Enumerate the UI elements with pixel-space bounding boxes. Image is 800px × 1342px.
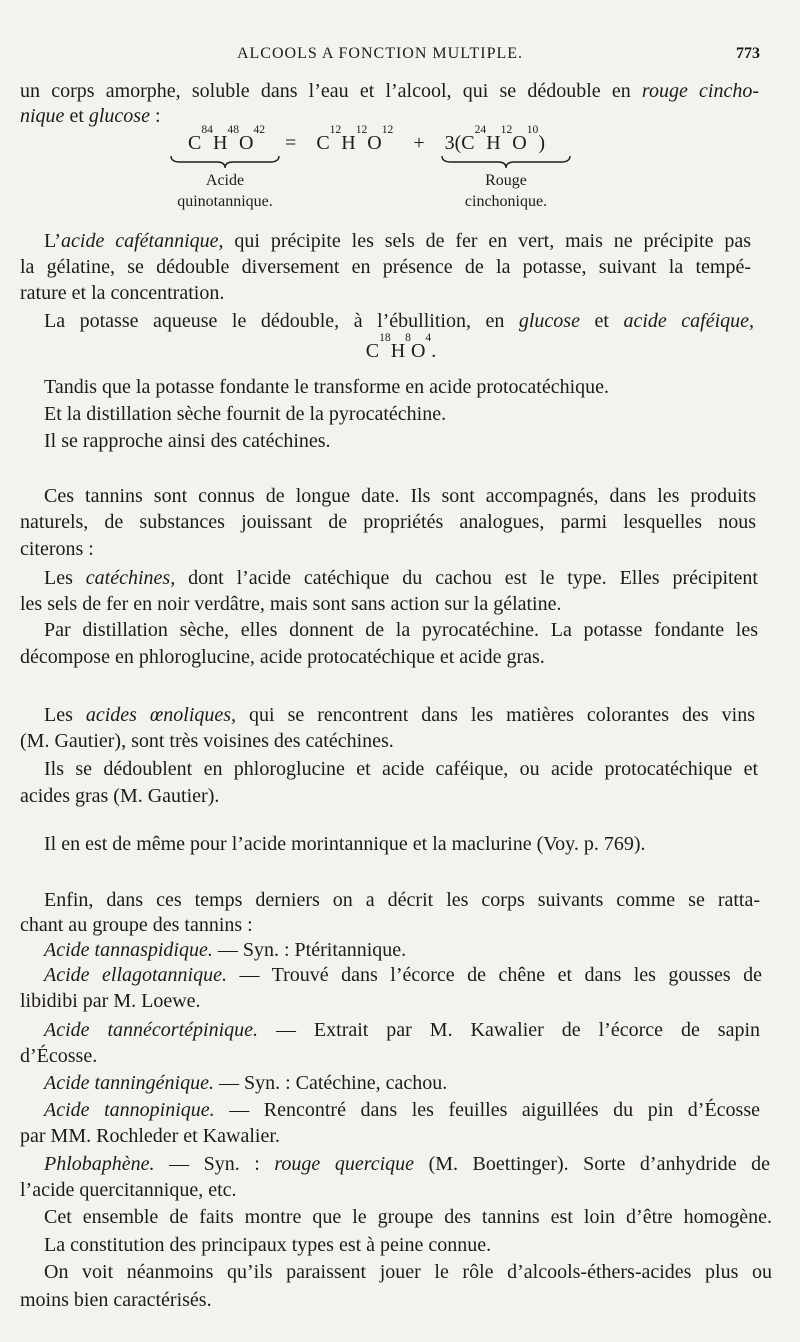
chemical-equation bbox=[188, 123, 545, 155]
page-number: 773 bbox=[736, 45, 760, 62]
tannecortepinique-description: — Extrait par M. Kawalier de l’écorce de sapin bbox=[258, 1019, 761, 1041]
rouge-quercique-term: rouge quercique bbox=[274, 1153, 415, 1175]
tannecortepinique-term: Acide tannécortépinique. bbox=[44, 1019, 259, 1041]
paragraph-8-line-2: chant au groupe des tannins : bbox=[20, 914, 253, 936]
rouge-label: Rouge bbox=[485, 172, 527, 189]
tanningenique-entry bbox=[44, 1071, 447, 1095]
paragraph-1-colon: : bbox=[149, 105, 161, 127]
paragraph-6-line-4: acides gras (M. Gautier). bbox=[20, 785, 220, 807]
acide-cafeique-term: acide caféique, bbox=[623, 310, 755, 332]
paragraph-3-line-5: Il se rapproche ainsi des catéchines. bbox=[44, 430, 331, 452]
tannaspidique-term: Acide tannaspidique. bbox=[44, 939, 213, 961]
tannecortepinique-entry bbox=[44, 1018, 760, 1066]
tannopinique-description: — Rencontré dans les feuilles aiguillées du pin d’Écosse bbox=[214, 1099, 761, 1121]
running-header bbox=[0, 42, 800, 66]
paragraph-3-line-4: Et la distillation sèche fournit de la pyrocatéchine. bbox=[44, 403, 447, 425]
paragraph-2-prefix: L’ bbox=[44, 230, 62, 252]
paragraph-4-line-3: citerons : bbox=[20, 538, 94, 560]
paragraph-9-line-2: La constitution des principaux types est à peine connue. bbox=[44, 1234, 492, 1256]
paragraph-2-line-2: la gélatine, se dédouble diversement en présence de la potasse, suivant la tempé- bbox=[20, 256, 751, 278]
paragraph-5-line-3: Par distillation sèche, elles donnent de la pyrocatéchine. La potasse fondante les bbox=[44, 619, 758, 641]
equation-left-formula: $C^{84}H^{48}O^{42}$ bbox=[188, 123, 266, 154]
paragraph-5-line-2: les sels de fer en noir verdâtre, mais sont sans action sur la gélatine. bbox=[20, 593, 562, 615]
chapter-title: ALCOOLS A FONCTION MULTIPLE. bbox=[236, 45, 524, 62]
phlobaphene-description: (M. Boettinger). Sorte d’anhydride de bbox=[414, 1153, 770, 1175]
paragraph-6-line-2: (M. Gautier), sont très voisines des catéchines. bbox=[20, 730, 394, 752]
glucose-term: glucose bbox=[88, 105, 150, 127]
paragraph-6-line-1-text: qui se rencontrent dans les matières colorantes des vins bbox=[236, 704, 755, 726]
paragraph-8-line-1: Enfin, dans ces temps derniers on a décrit les corps suivants comme se ratta- bbox=[44, 889, 760, 911]
paragraph-6-line-3: Ils se dédoublent en phloroglucine et acide caféique, ou acide protocatéchique et bbox=[44, 758, 758, 780]
right-underbrace bbox=[441, 155, 571, 169]
nique-term: nique bbox=[20, 105, 65, 127]
tannecortepinique-line-2: d’Écosse. bbox=[20, 1045, 98, 1067]
paragraph-4-line-2: naturels, de substances jouissant de propriétés analogues, parmi lesquelles nous bbox=[20, 511, 756, 533]
tanningenique-description: — Syn. : Catéchine, cachou. bbox=[213, 1072, 448, 1094]
quinotannique-label: quinotannique. bbox=[177, 193, 273, 210]
paragraph-2-line-1-text: qui précipite les sels de fer en vert, mais ne précipite pas bbox=[223, 230, 751, 252]
phlobaphene-syn: — Syn. : bbox=[154, 1153, 275, 1175]
paragraph-5-line-1-text: dont l’acide catéchique du cachou est le type. Elles précipitent bbox=[175, 567, 758, 589]
paragraph-6-prefix: Les bbox=[44, 704, 86, 726]
tannopinique-term: Acide tannopinique. bbox=[44, 1099, 215, 1121]
acide-label: Acide bbox=[205, 172, 245, 189]
equation-middle-formula: $C^{12}H^{12}O^{12}$ bbox=[316, 123, 394, 154]
ellagotannique-description: — Trouvé dans l’écorce de chêne et dans les gousses de bbox=[227, 964, 762, 986]
paragraph-9-line-3: On voit néanmoins qu’ils paraissent jouer le rôle d’alcools-éthers-acides plus ou bbox=[44, 1261, 772, 1283]
paragraph-4-line-1: Ces tannins sont connus de longue date. Ils sont accompagnés, dans les produits bbox=[44, 485, 756, 507]
paragraph-3-line-1-text: La potasse aqueuse le dédouble, à l’ébullition, en bbox=[44, 310, 519, 332]
tannopinique-line-2: par MM. Rochleder et Kawalier. bbox=[20, 1125, 280, 1147]
equals-sign: = bbox=[285, 132, 297, 154]
paragraph-9-line-1: Cet ensemble de faits montre que le groupe des tannins est loin d’être homogène. bbox=[44, 1206, 772, 1228]
paragraph-5-line-4: décompose en phloroglucine, acide protocatéchique et acide gras. bbox=[20, 646, 545, 668]
ellagotannique-term: Acide ellagotannique. bbox=[44, 964, 227, 986]
tannaspidique-description: — Syn. : Ptéritannique. bbox=[212, 939, 407, 961]
paragraph-9-line-4: moins bien caractérisés. bbox=[20, 1289, 212, 1311]
cafeique-formula: $C^{18}H^8O^4$. bbox=[365, 331, 437, 362]
paragraph-1-line-2 bbox=[20, 104, 161, 128]
acides-oenoliques-term: acides œnoliques, bbox=[85, 704, 237, 726]
paragraph-7-line-1: Il en est de même pour l’acide morintannique et la maclurine (Voy. p. 769). bbox=[44, 833, 646, 855]
tanningenique-term: Acide tanningénique. bbox=[44, 1072, 214, 1094]
glucose-term-2: glucose bbox=[518, 310, 580, 332]
paragraph-1-line-1-text: un corps amorphe, soluble dans l’eau et l’alcool, qui se dédouble en bbox=[20, 80, 642, 102]
paragraph-2-line-3: rature et la concentration. bbox=[20, 282, 225, 304]
cinchonique-label: cinchonique. bbox=[464, 193, 548, 210]
ellagotannique-line-2: libidibi par M. Loewe. bbox=[20, 990, 201, 1012]
left-underbrace bbox=[170, 155, 280, 169]
rouge-cinchonique-term: rouge cincho- bbox=[641, 80, 760, 102]
paragraph-1-connector: et bbox=[64, 105, 89, 127]
paragraph-3-line-3: Tandis que la potasse fondante le transforme en acide protocatéchique. bbox=[44, 376, 610, 398]
paragraph-3-connector: et bbox=[579, 310, 624, 332]
equation-right-formula: $3(C^{24}H^{12}O^{10})$ bbox=[444, 123, 545, 154]
phlobaphene-term: Phlobaphène. bbox=[44, 1153, 155, 1175]
paragraph-5-prefix: Les bbox=[44, 567, 86, 589]
catechines-term: catéchines, bbox=[85, 567, 176, 589]
plus-sign: + bbox=[413, 132, 425, 154]
phlobaphene-line-2: l’acide quercitannique, etc. bbox=[20, 1179, 237, 1201]
tannaspidique-entry bbox=[44, 938, 406, 962]
acide-cafetannique-term: acide cafétannique, bbox=[61, 230, 224, 252]
